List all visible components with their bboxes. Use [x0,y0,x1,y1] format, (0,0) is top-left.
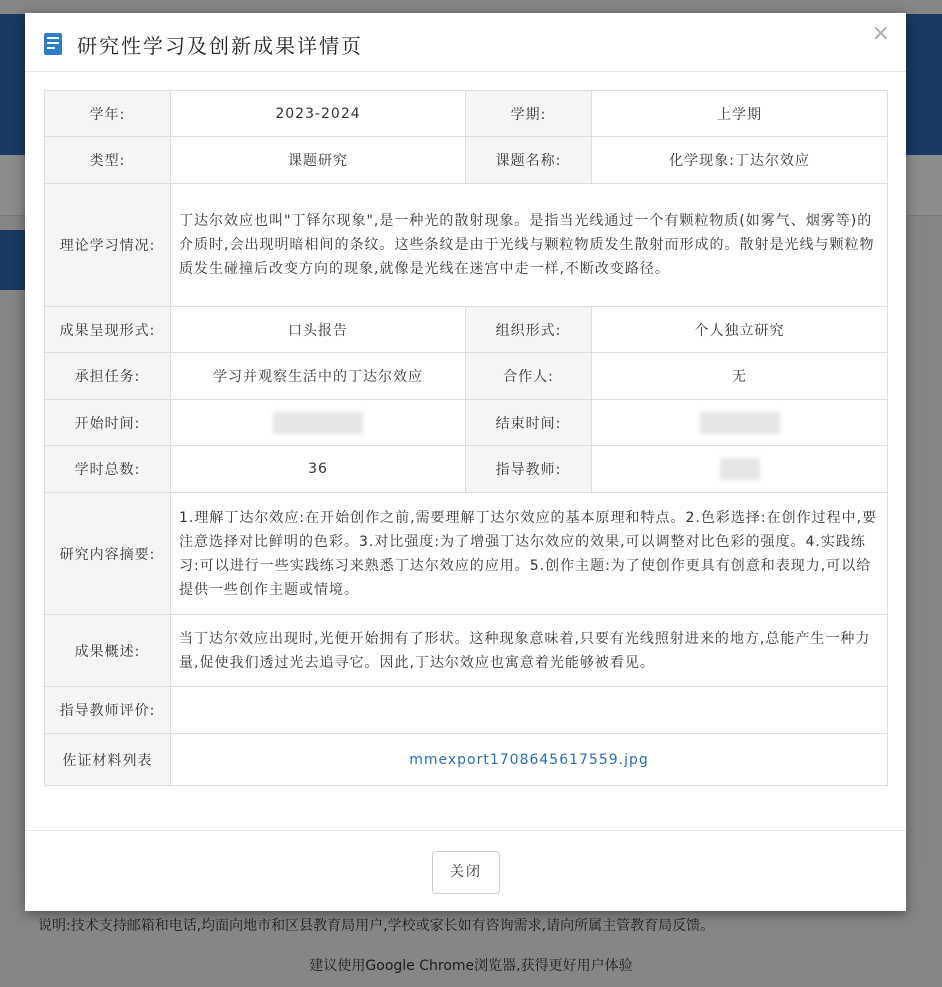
teacher-value [592,446,888,493]
teacher-label: 指导教师: [466,446,592,493]
summary-label: 成果概述: [45,615,171,687]
term-label: 学期: [466,91,592,137]
detail-table-container [44,90,887,786]
end-time-value [592,400,888,446]
hours-value: 36 [171,446,466,493]
evidence-cell [171,734,888,786]
summary-value: 当丁达尔效应出现时,光便开始拥有了形状。这种现象意味着,只要有光线照射进来的地方,总能产生一种力量,促使我们透过光去追寻它。因此,丁达尔效应也寓意着光能够被看见。 [171,615,888,687]
redacted-value [273,412,363,434]
evaluation-label: 指导教师评价: [45,687,171,734]
table-row [45,137,888,184]
year-label: 学年: [45,91,171,137]
modal-footer [25,830,906,912]
table-row [45,184,888,307]
modal-title: 研究性学习及创新成果详情页 [77,34,363,58]
form-label: 成果呈现形式: [45,307,171,353]
content-value: 1.理解丁达尔效应:在开始创作之前,需要理解丁达尔效应的基本原理和特点。2.色彩选择:在创作过程中,要注意选择对比鲜明的色彩。3.对比强度:为了增强丁达尔效应的效果,可以调整对比色彩的强度。4.实践练习:可以进行一些实践练习来熟悉丁达尔效应的应用。5.创作主题:为了使创作更具有创意和表现力,可以给提供一些创作主题或情境。 [171,493,888,615]
evaluation-value [171,687,888,734]
topic-value: 化学现象:丁达尔效应 [592,137,888,184]
detail-modal [25,13,906,911]
evidence-file-link[interactable]: mmexport1708645617559.jpg [409,751,649,768]
footer-note: 说明:技术支持邮箱和电话,均面向地市和区县教育局用户,学校或家长如有咨询需求,请向所属主管教育局反馈。 [38,918,715,934]
table-row [45,91,888,137]
redacted-value [720,458,760,480]
year-value: 2023-2024 [171,91,466,137]
table-row [45,493,888,615]
org-value: 个人独立研究 [592,307,888,353]
table-row [45,400,888,446]
end-time-label: 结束时间: [466,400,592,446]
table-row [45,307,888,353]
topic-label: 课题名称: [466,137,592,184]
partner-value: 无 [592,353,888,400]
term-value: 上学期 [592,91,888,137]
table-row [45,446,888,493]
close-button[interactable]: 关闭 [432,851,500,894]
type-label: 类型: [45,137,171,184]
task-label: 承担任务: [45,353,171,400]
start-time-label: 开始时间: [45,400,171,446]
table-row [45,353,888,400]
content-label: 研究内容摘要: [45,493,171,615]
task-value: 学习并观察生活中的丁达尔效应 [171,353,466,400]
modal-header [25,13,906,72]
evidence-label: 佐证材料列表 [45,734,171,786]
start-time-value [171,400,466,446]
hours-label: 学时总数: [45,446,171,493]
document-icon [43,32,63,56]
org-label: 组织形式: [466,307,592,353]
footer-browser-tip: 建议使用Google Chrome浏览器,获得更好用户体验 [309,958,633,974]
form-value: 口头报告 [171,307,466,353]
close-icon[interactable]: × [871,21,890,46]
table-row [45,615,888,687]
table-row [45,734,888,786]
table-row [45,687,888,734]
partner-label: 合作人: [466,353,592,400]
redacted-value [700,412,780,434]
type-value: 课题研究 [171,137,466,184]
theory-value: 丁达尔效应也叫"丁铎尔现象",是一种光的散射现象。是指当光线通过一个有颗粒物质(如雾气、烟雾等)的介质时,会出现明暗相间的条纹。这些条纹是由于光线与颗粒物质发生散射而形成的。散射是光线与颗粒物质发生碰撞后改变方向的现象,就像是光线在迷宫中走一样,不断改变路径。 [171,184,888,307]
detail-table [44,90,888,786]
theory-label: 理论学习情况: [45,184,171,307]
